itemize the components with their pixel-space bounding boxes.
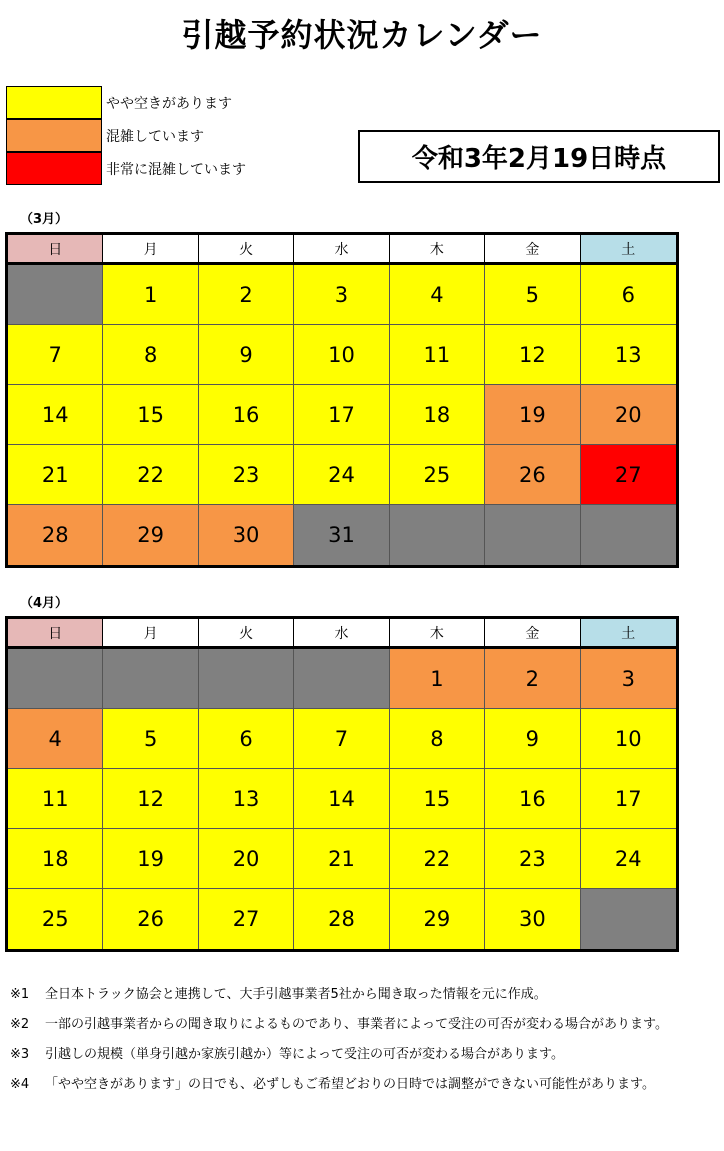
day-cell: 29 (103, 505, 198, 565)
weekday-header-tue: 火 (199, 235, 294, 265)
note-mark: ※1 (10, 987, 30, 1002)
day-cell: 22 (103, 445, 198, 505)
weekday-header-mon: 月 (103, 619, 198, 649)
weekday-header-mon: 月 (103, 235, 198, 265)
weekday-header-wed: 水 (294, 619, 389, 649)
day-cell: 17 (294, 385, 389, 445)
day-cell: 5 (485, 265, 580, 325)
day-cell: 1 (390, 649, 485, 709)
day-cell: 9 (199, 325, 294, 385)
page-title: 引越予約状況カレンダー (181, 16, 543, 54)
empty-day-cell (581, 505, 676, 565)
day-cell: 21 (8, 445, 103, 505)
month-label-march: （3月） (20, 212, 69, 227)
calendar-april (5, 616, 679, 952)
legend (6, 86, 246, 185)
day-cell: 28 (8, 505, 103, 565)
day-cell: 13 (199, 769, 294, 829)
day-cell: 15 (103, 385, 198, 445)
calendar-march (5, 232, 679, 568)
weekday-header-sun: 日 (8, 235, 103, 265)
month-label-april: （4月） (20, 596, 69, 611)
day-cell: 25 (8, 889, 103, 949)
note-text: 全日本トラック協会と連携して、大手引越事業者5社から聞き取った情報を元に作成。 (45, 987, 547, 1002)
legend-label: 混雑しています (106, 128, 204, 145)
day-cell: 6 (581, 265, 676, 325)
note-item (10, 1076, 710, 1093)
weekday-header-tue: 火 (199, 619, 294, 649)
day-cell: 10 (581, 709, 676, 769)
day-cell: 13 (581, 325, 676, 385)
day-cell: 12 (103, 769, 198, 829)
empty-day-cell (390, 505, 485, 565)
weekday-header-sat: 土 (581, 619, 676, 649)
day-cell: 7 (294, 709, 389, 769)
day-cell: 23 (199, 445, 294, 505)
legend-item-busy (6, 119, 246, 152)
day-cell: 19 (485, 385, 580, 445)
day-cell: 14 (294, 769, 389, 829)
weekday-header-sun: 日 (8, 619, 103, 649)
note-mark: ※2 (10, 1017, 30, 1032)
day-cell: 11 (390, 325, 485, 385)
day-cell: 4 (8, 709, 103, 769)
day-cell: 27 (199, 889, 294, 949)
day-cell: 3 (294, 265, 389, 325)
note-item (10, 986, 710, 1003)
weekday-header-fri: 金 (485, 619, 580, 649)
legend-item-very-busy (6, 152, 246, 185)
day-cell: 10 (294, 325, 389, 385)
weekday-header-wed: 水 (294, 235, 389, 265)
legend-swatch-available (6, 86, 102, 119)
day-cell: 24 (294, 445, 389, 505)
as-of-date: 令和3年2月19日時点 (358, 130, 720, 183)
legend-swatch-very-busy (6, 152, 102, 185)
day-cell: 18 (8, 829, 103, 889)
day-cell: 29 (390, 889, 485, 949)
day-cell: 12 (485, 325, 580, 385)
note-mark: ※4 (10, 1077, 30, 1092)
empty-day-cell (199, 649, 294, 709)
day-cell: 3 (581, 649, 676, 709)
day-cell: 18 (390, 385, 485, 445)
day-cell: 26 (485, 445, 580, 505)
day-cell: 5 (103, 709, 198, 769)
day-cell: 25 (390, 445, 485, 505)
day-cell: 1 (103, 265, 198, 325)
legend-swatch-busy (6, 119, 102, 152)
legend-label: やや空きがあります (106, 95, 232, 112)
empty-day-cell (8, 265, 103, 325)
day-cell: 2 (485, 649, 580, 709)
day-cell: 20 (581, 385, 676, 445)
day-cell: 20 (199, 829, 294, 889)
day-cell: 7 (8, 325, 103, 385)
day-cell: 4 (390, 265, 485, 325)
day-cell: 9 (485, 709, 580, 769)
notes (10, 986, 710, 1106)
day-cell: 17 (581, 769, 676, 829)
day-cell: 28 (294, 889, 389, 949)
day-cell: 16 (485, 769, 580, 829)
day-cell: 16 (199, 385, 294, 445)
empty-day-cell (8, 649, 103, 709)
day-cell: 2 (199, 265, 294, 325)
day-cell: 21 (294, 829, 389, 889)
note-text: 引越しの規模（単身引越か家族引越か）等によって受注の可否が変わる場合があります。 (45, 1047, 564, 1062)
day-cell: 22 (390, 829, 485, 889)
empty-day-cell (581, 889, 676, 949)
empty-day-cell (294, 649, 389, 709)
weekday-header-sat: 土 (581, 235, 676, 265)
note-item (10, 1046, 710, 1063)
note-mark: ※3 (10, 1047, 30, 1062)
legend-item-available (6, 86, 246, 119)
weekday-header-fri: 金 (485, 235, 580, 265)
empty-day-cell (485, 505, 580, 565)
day-cell: 31 (294, 505, 389, 565)
day-cell: 14 (8, 385, 103, 445)
day-cell: 11 (8, 769, 103, 829)
note-item (10, 1016, 710, 1033)
empty-day-cell (103, 649, 198, 709)
weekday-header-thu: 木 (390, 619, 485, 649)
day-cell: 24 (581, 829, 676, 889)
day-cell: 8 (390, 709, 485, 769)
day-cell: 26 (103, 889, 198, 949)
day-cell: 27 (581, 445, 676, 505)
day-cell: 23 (485, 829, 580, 889)
day-cell: 30 (485, 889, 580, 949)
day-cell: 30 (199, 505, 294, 565)
day-cell: 6 (199, 709, 294, 769)
legend-label: 非常に混雑しています (106, 161, 246, 178)
day-cell: 8 (103, 325, 198, 385)
note-text: 一部の引越事業者からの聞き取りによるものであり、事業者によって受注の可否が変わる場合があります。 (45, 1017, 668, 1032)
day-cell: 15 (390, 769, 485, 829)
day-cell: 19 (103, 829, 198, 889)
weekday-header-thu: 木 (390, 235, 485, 265)
note-text: 「やや空きがあります」の日でも、必ずしもご希望どおりの日時では調整ができない可能性があります。 (45, 1077, 655, 1092)
